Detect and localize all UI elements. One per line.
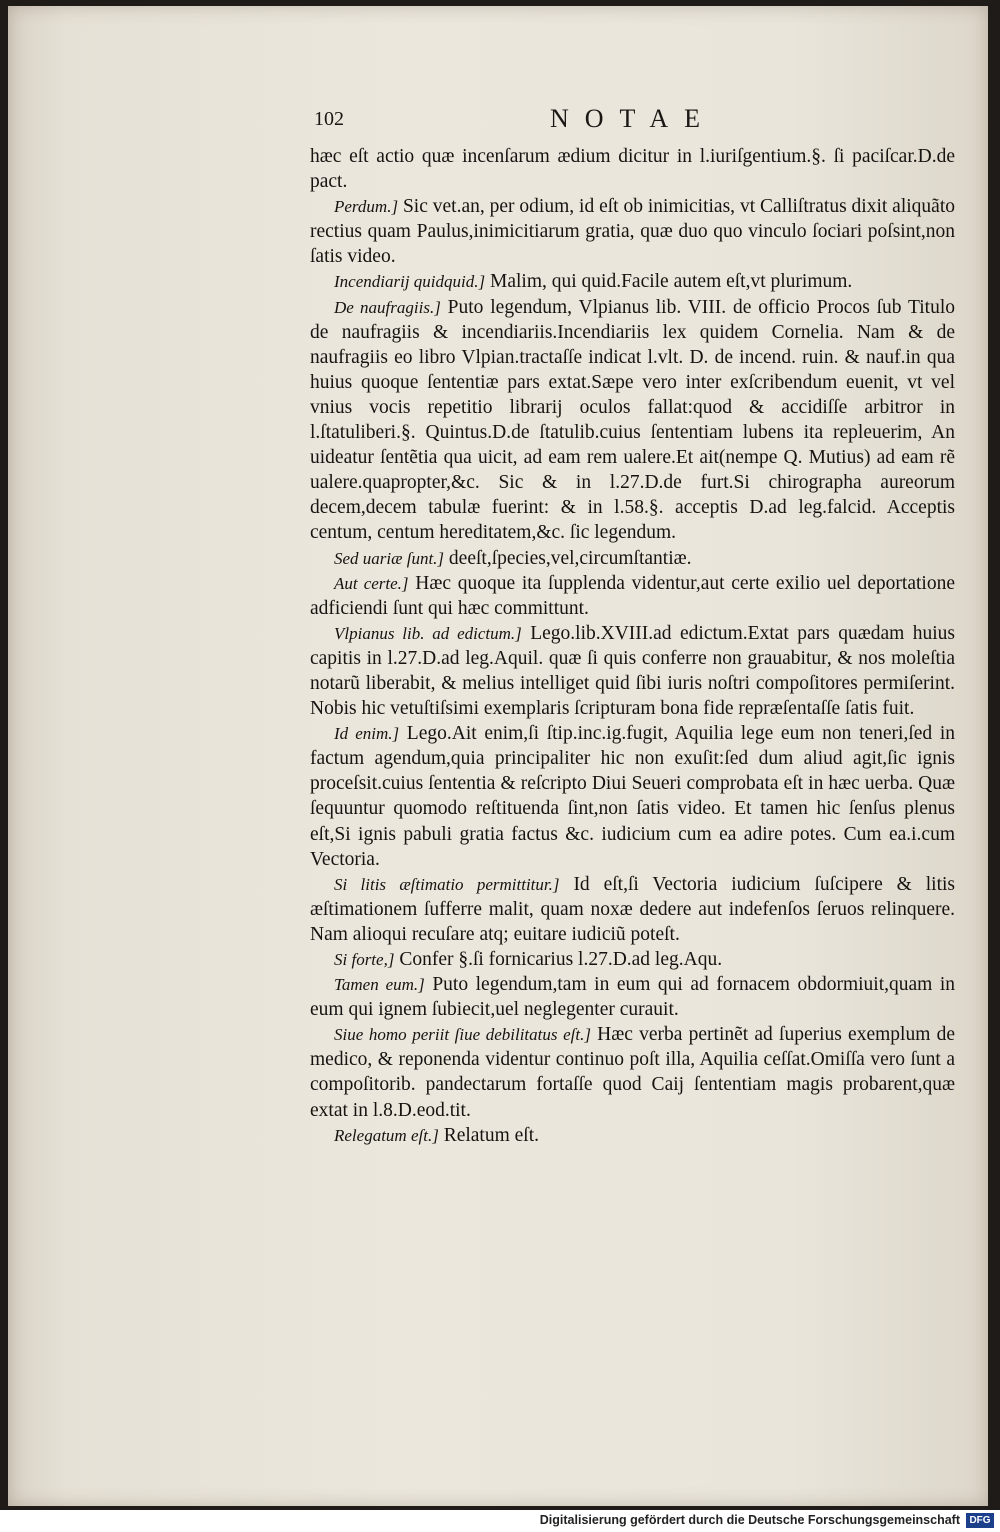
paragraph-text: Puto legendum, Vlpianus lib. VIII. de officio Procos ſub Titulo de naufragiis & incendiariis.Incendiariis lex quidem Cornelia. Nam & de naufragiis eo libro Vlpian.tractaſſe indicat l.vlt. D. de incend. ruin. & nauf.in qua huius quoque ſententiæ pars extat.Sæpe vero inter exſcribendum euenit, vt vel vnius vocis repetitio librarij oculos fallat:quod & accidiſſe arbitror in l.ſtatuliberi.§. Quintus.D.de ſtatulib.cuius ſententiam lubens ita repleuerim, An uideatur ſentẽtia qua uicit, ad eam rem ualere.Et ait(nempe Q. Mutius) ad eam rẽ ualere.quapropter,&c. Sic & in l.27.D.de furt.Si chirographa aureorum decem,decem tabulæ fuerint: & in l.58.§. acceptis D.ad leg.falcid. Acceptis centum, centum hereditatem,&c. ſic legendum. [310, 296, 956, 544]
lemma: Tamen eum.] [334, 975, 425, 995]
paragraph-text: Sic vet.an, per odium, id eſt ob inimicitias, vt Calliſtratus dixit aliquãto rectius quam Paulus,inimicitiarum gratia, quæ duo quo vinculo ſociari poſsint,non ſatis video. [310, 196, 955, 268]
paragraph [310, 872, 955, 947]
page-number: 102 [314, 108, 344, 130]
running-title: NOTAE [550, 104, 717, 133]
paragraph [310, 621, 955, 721]
lemma: Incendiarij quidquid.] [334, 272, 486, 292]
paragraph [310, 1022, 955, 1122]
paragraph [310, 546, 955, 571]
paragraph-text: Id eſt,ſi Vectoria iudicium ſuſcipere & litis æſtimationem ſufferre malit, quam noxæ dedere aut indefenſos ſeruos relinquere. Nam alioqui recuſare atq; euitare iudiciũ poteſt. [310, 873, 955, 945]
paragraph-text: deeſt,ſpecies,vel,circumſtantiæ. [444, 547, 692, 569]
lemma: Perdum.] [334, 197, 399, 217]
lemma: Siue homo periit ſiue debilitatus eſt.] [334, 1025, 591, 1045]
lemma: Relegatum eſt.] [334, 1125, 439, 1145]
lemma: Si forte,] [334, 950, 395, 969]
paragraph [310, 269, 955, 294]
paragraph [310, 194, 955, 269]
paragraph-text: Confer §.ſi fornicarius l.27.D.ad leg.Aqu. [394, 949, 723, 970]
paragraph [310, 295, 955, 546]
paragraph [310, 571, 955, 621]
body-text [310, 144, 955, 1148]
paragraph-text: hæc eſt actio quæ incenſarum ædium dicitur in l.iuriſgentium.§. ſi paciſcar.D.de pact. [310, 146, 955, 193]
paragraph-text: Lego.Ait enim,ſi ſtip.inc.ig.fugit, Aquilia lege eum non teneri,ſed in factum agendum,quia principaliter hic non exuſit:ſed dum aliud agit,ſic ignis proceſsit.cuius ſententia & reſcripto Diui Seueri comprobata eſt in hæc uerba. Quæ ſequuntur quomodo reſtituenda ſint,non ſatis video. Et tamen hic ſenſus plenus eſt,Si ignis pabuli gratia factus &c. iudicium cum ea adire potes. Cum ea.i.cum Vectoria. [310, 723, 955, 870]
lemma: Si litis æſtimatio permittitur.] [334, 874, 560, 894]
paragraph [310, 144, 955, 194]
funding-credit: Digitalisierung gefördert durch die Deutsche Forschungsgemeinschaft [539, 1513, 960, 1527]
paragraph-text: Puto legendum,tam in eum qui ad fornacem obdormiuit,quam in eum qui ignem ſubiecit,uel neglegenter curauit. [310, 974, 955, 1021]
lemma: Vlpianus lib. ad edictum.] [334, 623, 522, 643]
page-header [300, 102, 960, 136]
paragraph-text: Relatum eſt. [438, 1124, 539, 1146]
paragraph-text: Hæc verba pertinẽt ad ſuperius exemplum de medico, & reponenda videntur continuo poſt illa, Aquilia ceſſat.Omiſſa vero ſunt a compoſitorib. pandectarum fortaſſe quod Caij ſententiam magis probarent,quæ extat in l.8.D.eod.tit. [310, 1024, 955, 1121]
paragraph-text: Malim, qui quid.Facile autem eſt,vt plurimum. [485, 271, 853, 293]
paragraph [310, 972, 955, 1022]
paragraph-text: Hæc quoque ita ſupplenda videntur,aut certe exilio uel deportatione adficiendi ſunt qui hæc committunt. [310, 572, 955, 619]
lemma: Id enim.] [334, 724, 400, 744]
lemma: Sed uariæ ſunt.] [334, 548, 445, 568]
paragraph [310, 721, 955, 872]
lemma: Aut certe.] [334, 573, 409, 593]
lemma: De naufragiis.] [334, 297, 441, 317]
paragraph [310, 947, 955, 972]
digitization-footer [0, 1510, 1000, 1532]
paragraph [310, 1123, 955, 1148]
paragraph-text: Lego.lib.XVIII.ad edictum.Extat pars quædam huius capitis in l.27.D.ad leg.Aquil. quæ ſi quis conferre non grauabitur, & nos moleſtia notarũ liberabit, & melius intelliget quid ſibi iuris noſtri compoſitores permiſerint. Nobis hic vetuſtiſsimi exemplaris ſcripturam bona fide repræſentaſſe ſatis fuit. [310, 622, 955, 720]
dfg-logo-icon: DFG [966, 1513, 994, 1528]
